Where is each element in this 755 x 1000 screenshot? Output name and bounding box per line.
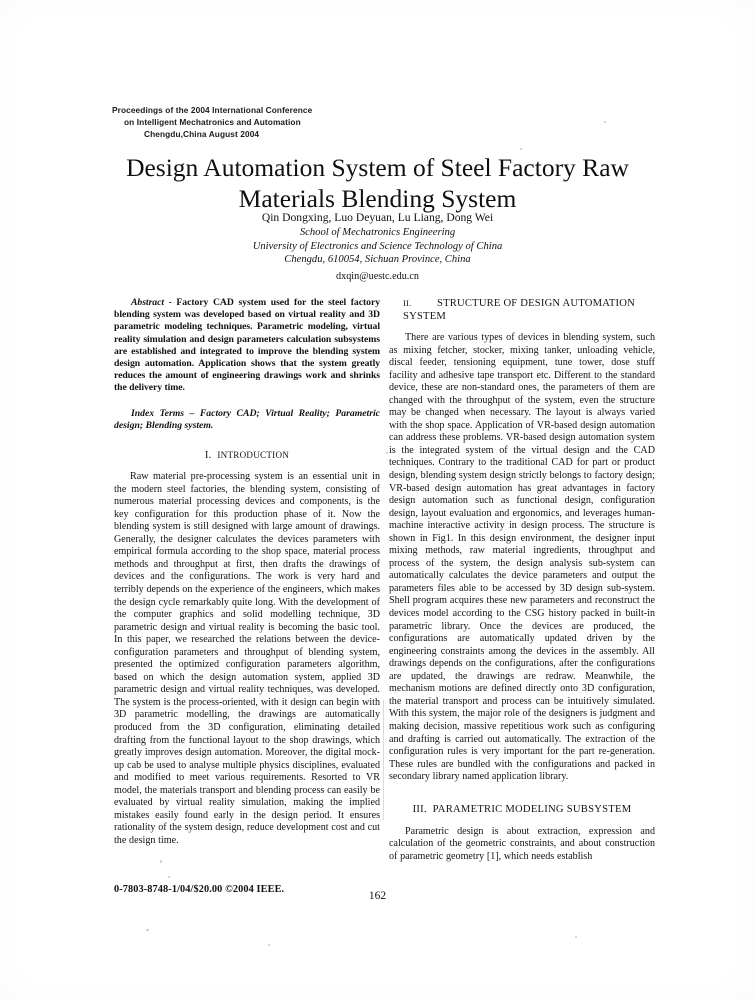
conference-header-line-3: Chengdu,China August 2004 — [144, 129, 260, 140]
section-number-2: II. — [403, 298, 412, 308]
conference-header — [112, 104, 442, 141]
page-title: Design Automation System of Steel Factory Raw Materials Blending System — [126, 153, 629, 213]
section-title-2: STRUCTURE OF DESIGN AUTOMATION SYSTEM — [403, 298, 635, 322]
section-heading-parametric — [389, 803, 655, 816]
section-number-3: III. — [412, 803, 427, 815]
section-number-1: I. — [204, 450, 212, 462]
contact-email: dxqin@uestc.edu.cn — [336, 271, 419, 282]
scan-speck — [604, 121, 606, 123]
section-heading-introduction — [114, 449, 380, 462]
affiliation-line-2: University of Electronics and Science Technology of China — [252, 240, 503, 252]
scan-speck — [160, 860, 162, 863]
paragraph-introduction: Raw material pre-processing system is an essential unit in the modern steel factories, the blending system, consisting of numerous material processing devices and components, is the key configuration for this production phase of it. Now the blending system is still designed with large amount of drawings. Generally, the designer calculates the devices parameters with empirical formula according to the shop space, material process methods and throughput at first, then drafts the drawings of devices and the configurations. The work is very hard and terribly depends on the experience of the engineers, which makes the design cycle remarkably quite long. With the development of the computer graphics and solid modelling technique, 3D parametric design and virtual reality is becoming the basic tool. In this paper, we researched the relations between the device-configuration parameters and throughput of blending system, presented the optimized configuration parameters algorithm, based on which the design automation system, applied 3D parametric design and virtual reality techniques, was developed. The system is the process-oriented, with it design can begin with 3D parametric modelling, the drawings are automatically produced from the 3D configuration, eliminating detailed drafting from the functional layout to the shop drawings, which greatly improves design automation. Moreover, the digital mock-up cab be used to analyse multiple physics disciplines, evaluated and modified to meet various requirements. Resorted to VR model, the materials transport and blending process can easily be evaluated by virtual reality simulation, making the implied mistakes easily found early in the design period. It ensures rationality of the system design, reduce development cost and cut the design time. — [114, 471, 380, 846]
column-left — [114, 297, 380, 847]
section-heading-structure — [389, 297, 655, 323]
section-title-1: INTRODUCTION — [217, 450, 290, 461]
abstract-paragraph — [114, 297, 380, 395]
paragraph-structure: There are various types of devices in blending system, such as mixing fetcher, stocker, mixing tanker, unloading vehicle, discal feeder, tensioning equipment, tune tower, dose stuff facility and adhesive tape transport etc. Different to the standard device, these are non-standard ones, the parameters of them are changed with the throughput of the system, even the structure may be changed when necessary. The layout is always varied with the shop space. Application of VR-based design automation can address these problems. VR-based design automation system is the integrated system of the virtual design and the CAD techniques. Contrary to the traditional CAD for part or product design, blending system design strictly belongs to factory design; VR-based design automation has great advantages in factory design automation such as functional design, configuration design, layout evaluation and ergonomics, and leverages human-machine interactive activity in design process. The structure is shown in Fig1. In this design environment, the designer input mixing methods, raw material ingredients, throughput and process of the system, the design analysis sub-system can automatically calculates the device parameters and output the parameters files able to be accessed by 3D design sub-system. Shell program acquires these new parameters and reconstruct the devices model according to the CSG history packed in built-in parametric library. Once the devices are produced, the configurations are automatically updated driven by the engineering constraints among the devices in the assembly. All drawings depends on the configurations, after the configurations are updated, the drawings are redraw. Meanwhile, the mechanism motions are defined directly onto 3D configuration, the material transport and process can be intuitively simulated. With this system, the major role of the designers is judgment and making decision, massive repetitious work such as configuring and drafting is carried out automatically. The extraction of the configuration rules is very important for the part re-generation. These rules are bundled with the configurations and packed in secondary library named application library. — [389, 332, 655, 783]
scan-speck — [520, 148, 522, 150]
scan-streak — [383, 700, 384, 820]
author-list: Qin Dongxing, Luo Deyuan, Lu Liang, Dong Wei — [261, 211, 494, 224]
scan-speck — [168, 876, 170, 878]
paragraph-parametric: Parametric design is about extraction, expression and calculation of the geometric constraints, and about construction of parametric geometry [1], which needs establish — [389, 825, 655, 862]
affiliation-line-3: Chengdu, 610054, Sichuan Province, China — [284, 254, 471, 266]
section-title-3: PARAMETRIC MODELING SUBSYSTEM — [432, 803, 632, 815]
abstract-text: - Factory CAD system used for the steel factory blending system was developed based on virtual reality and 3D parametric modeling techniques. Parametric modeling, virtual reality simulation and design parameters calculation subsystems are established and integrated to improve the blending system design automation. Application shows that the system greatly reduces the amount of engineering drawings work and shrinks the delivery time. — [114, 297, 380, 394]
scan-speck — [146, 929, 149, 931]
index-terms-label: Index Terms — [131, 407, 185, 419]
conference-header-line-1: Proceedings of the 2004 International Conference — [112, 105, 313, 115]
page-number: 162 — [368, 890, 387, 902]
scan-speck — [575, 936, 577, 938]
conference-header-line-2: on Intelligent Mechatronics and Automation — [124, 117, 301, 128]
scan-speck — [268, 944, 270, 946]
abstract-label: Abstract — [131, 297, 164, 308]
affiliation-block — [90, 226, 665, 267]
index-terms-text: – Factory CAD; Virtual Reality; Parametric design; Blending system. — [114, 407, 380, 431]
column-right — [389, 297, 655, 863]
copyright-notice: 0-7803-8748-1/04/$20.00 ©2004 IEEE. — [114, 884, 285, 895]
index-terms-paragraph — [114, 408, 380, 432]
scan-speck — [386, 452, 388, 454]
affiliation-line-1: School of Mechatronics Engineering — [299, 227, 456, 238]
